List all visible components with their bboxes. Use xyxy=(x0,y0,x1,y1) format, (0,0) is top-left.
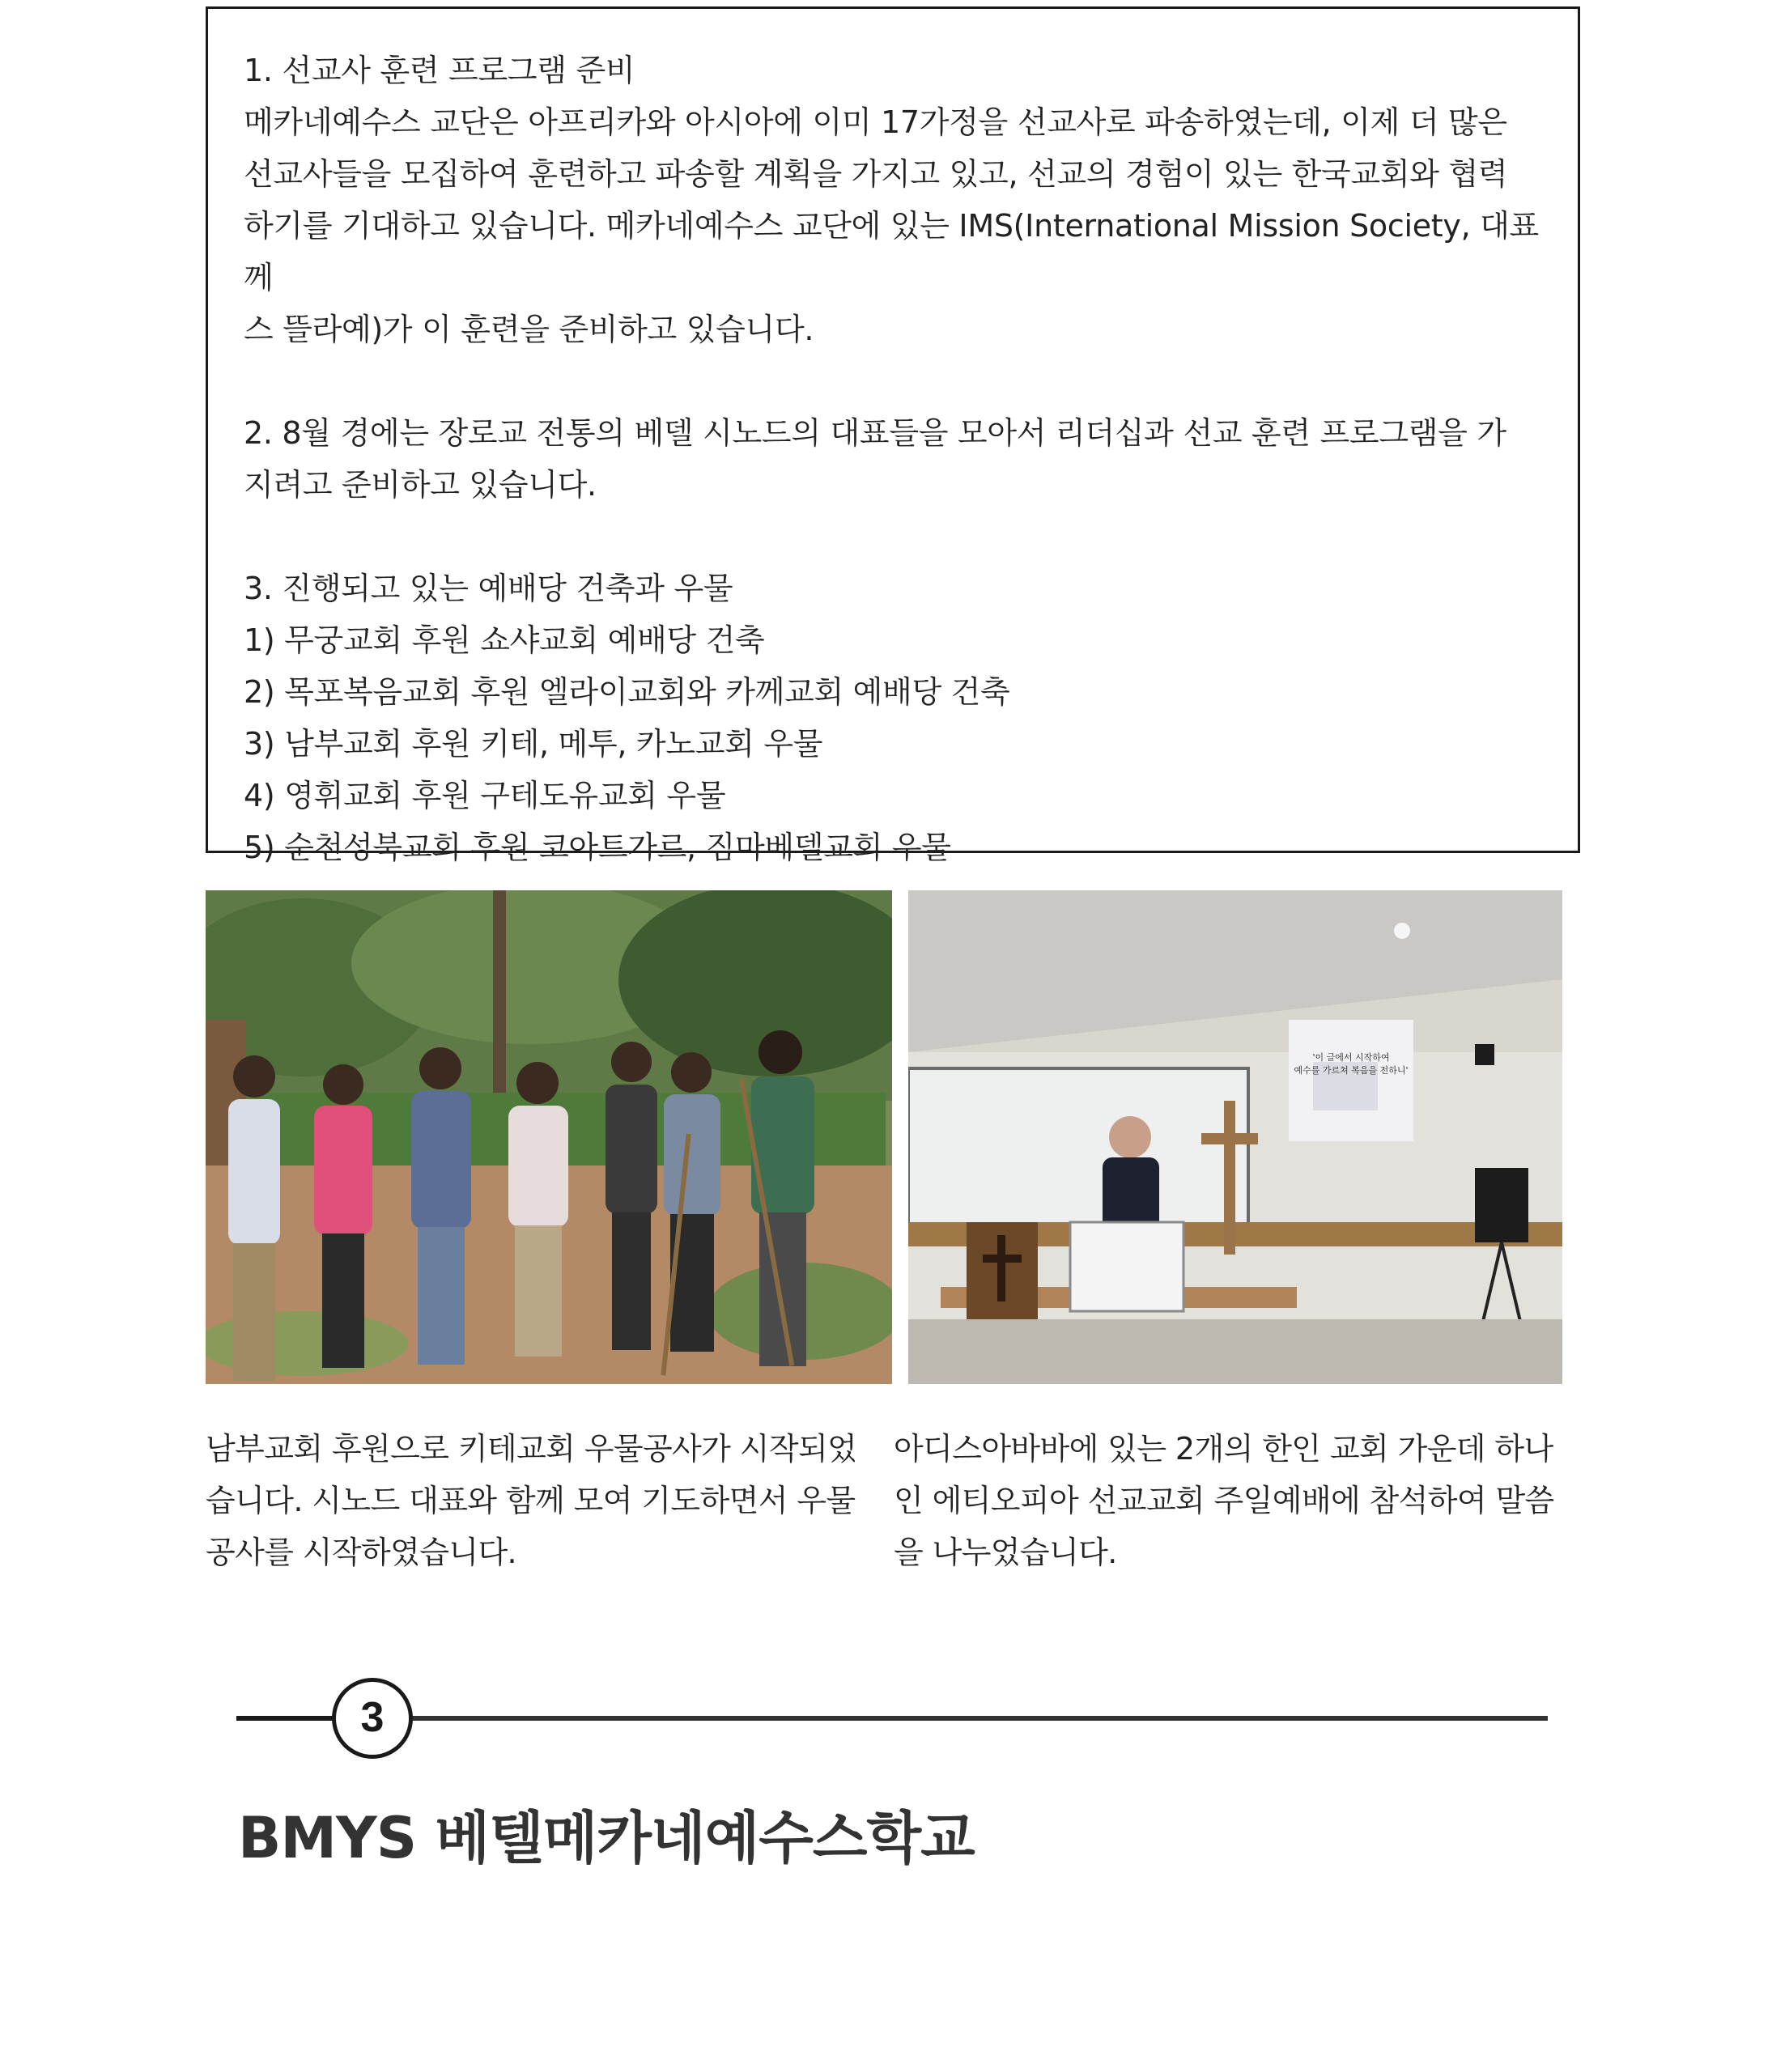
caption-line: 인 에티오피아 선교교회 주일예배에 참석하여 말씀 xyxy=(894,1483,1554,1518)
section-title: BMYS 베텔메카네예수스학교 xyxy=(238,1805,975,1871)
paragraph-line: 2. 8월 경에는 장로교 전통의 베델 시노드의 대표들을 모아서 리더십과 선교 훈련 프로그램을 가 xyxy=(244,415,1506,451)
paragraph-line: 메카네예수스 교단은 아프리카와 아시아에 이미 17가정을 선교사로 파송하였는데, 이제 더 많은 xyxy=(244,104,1507,140)
well-groundbreaking-photo xyxy=(206,890,892,1384)
heading-1: 1. 선교사 훈련 프로그램 준비 xyxy=(244,53,635,88)
right-caption xyxy=(894,1423,1598,1578)
caption-line: 공사를 시작하였습니다. xyxy=(206,1535,517,1570)
list-item: 5) 순천성북교회 후원 코아트가르, 짐마베델교회 우물 xyxy=(244,830,951,865)
church-worship-photo xyxy=(908,890,1562,1384)
info-box xyxy=(206,6,1580,865)
list-item: 4) 영휘교회 후원 구테도유교회 우물 xyxy=(244,778,726,813)
paragraph-line: 스 뜰라예)가 이 훈련을 준비하고 있습니다. xyxy=(244,312,814,347)
left-caption xyxy=(206,1423,910,1578)
paragraph-line: 선교사들을 모집하여 훈련하고 파송할 계획을 가지고 있고, 선교의 경험이 있는 한국교회와 협력 xyxy=(244,156,1508,192)
list-item: 3) 남부교회 후원 키테, 메투, 카노교회 우물 xyxy=(244,726,823,762)
screen-text-line-1: '이 글에서 시작하여 xyxy=(1312,1052,1390,1063)
paragraph-line: 지려고 준비하고 있습니다. xyxy=(244,467,597,503)
paragraph-line: 하기를 기대하고 있습니다. 메카네예수스 교단에 있는 IMS(International Mission Society, 대표 께 xyxy=(244,208,1539,295)
list-item: 2) 목포복음교회 후원 엘라이교회와 카께교회 예배당 건축 xyxy=(244,674,1010,710)
section-number-badge: 3 xyxy=(332,1678,413,1759)
caption-line: 을 나누었습니다. xyxy=(894,1535,1117,1570)
caption-line: 남부교회 후원으로 키테교회 우물공사가 시작되었 xyxy=(206,1431,857,1467)
list-item: 1) 무궁교회 후원 쇼샤교회 예배당 건축 xyxy=(244,622,765,658)
heading-3: 3. 진행되고 있는 예배당 건축과 우물 xyxy=(244,571,733,606)
caption-line: 아디스아바바에 있는 2개의 한인 교회 가운데 하나 xyxy=(894,1431,1553,1467)
caption-line: 습니다. 시노드 대표와 함께 모여 기도하면서 우물 xyxy=(206,1483,856,1518)
screen-text-line-2: 예수를 가르쳐 복음을 전하니' xyxy=(1294,1065,1409,1076)
